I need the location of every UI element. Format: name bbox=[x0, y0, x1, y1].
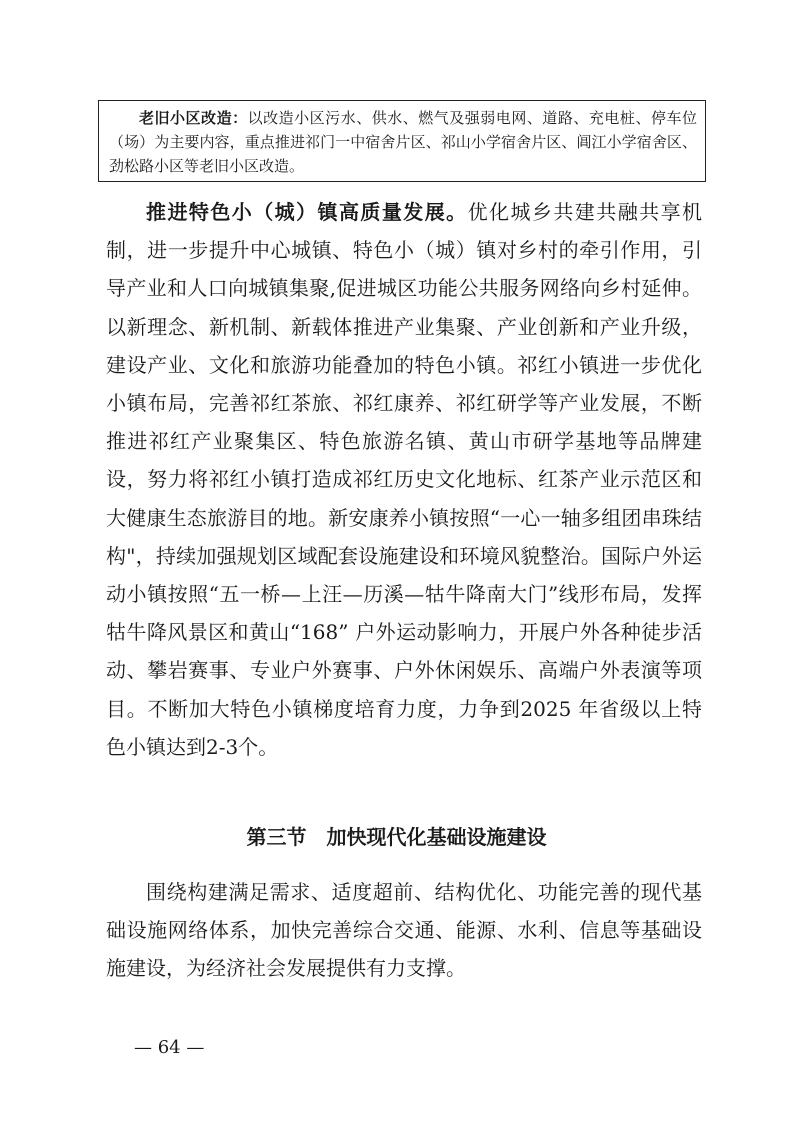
page-number: — 64 — bbox=[134, 1037, 205, 1058]
callout-label: 老旧小区改造： bbox=[139, 109, 248, 127]
infrastructure-intro-paragraph bbox=[106, 873, 702, 988]
callout-paragraph bbox=[109, 106, 697, 178]
section-heading: 第三节 加快现代化基础设施建设 bbox=[246, 825, 547, 849]
callout-text: 以改造小区污水、供水、燃气及强弱电网、道路、充电桩、停车位（场）为主要内容，重点推进祁门一中宿舍片区、祁山小学宿舍片区、阊江小学宿舍区、劲松路小区等老旧小区改造。 bbox=[109, 109, 697, 175]
town-development-paragraph bbox=[106, 193, 702, 766]
paragraph-body-text: 围绕构建满足需求、适度超前、结构优化、功能完善的现代基础设施网络体系，加快完善综合交通、能源、水利、信息等基础设施建设，为经济社会发展提供有力支撑。 bbox=[106, 880, 702, 981]
paragraph-lead-heading: 推进特色小（城）镇高质量发展。 bbox=[146, 200, 468, 224]
paragraph-body-text: 优化城乡共建共融共享机制，进一步提升中心城镇、特色小（城）镇对乡村的牵引作用，引导产业和人口向城镇集聚,促进城区功能公共服务网络向乡村延伸。以新理念、新机制、新载体推进产业集聚、产业创新和产业升级，建设产业、文化和旅游功能叠加的特色小镇。祁红小镇进一步优化小镇布局，完善祁红茶旅、祁红康养、祁红研学等产业发展，不断推进祁红产业聚集区、特色旅游名镇、黄山市研学基地等品牌建设，努力将祁红小镇打造成祁红历史文化地标、红茶产业示范区和大健康生态旅游目的地。新安康养小镇按照“一心一轴多组团串珠结构"，持续加强规划区域配套设施建设和环境风貌整治。国际户外运动小镇按照“五一桥—上汪—历溪—牯牛降南大门”线形布局，发挥牯牛降风景区和黄山“168” 户外运动影响力，开展户外各种徒步活动、攀岩赛事、专业户外赛事、户外休闲娱乐、高端户外表演等项目。不断加大特色小镇梯度培育力度，力争到2025 年省级以上特色小镇达到2-3个。 bbox=[106, 200, 703, 759]
old-community-renovation-box bbox=[98, 100, 706, 182]
